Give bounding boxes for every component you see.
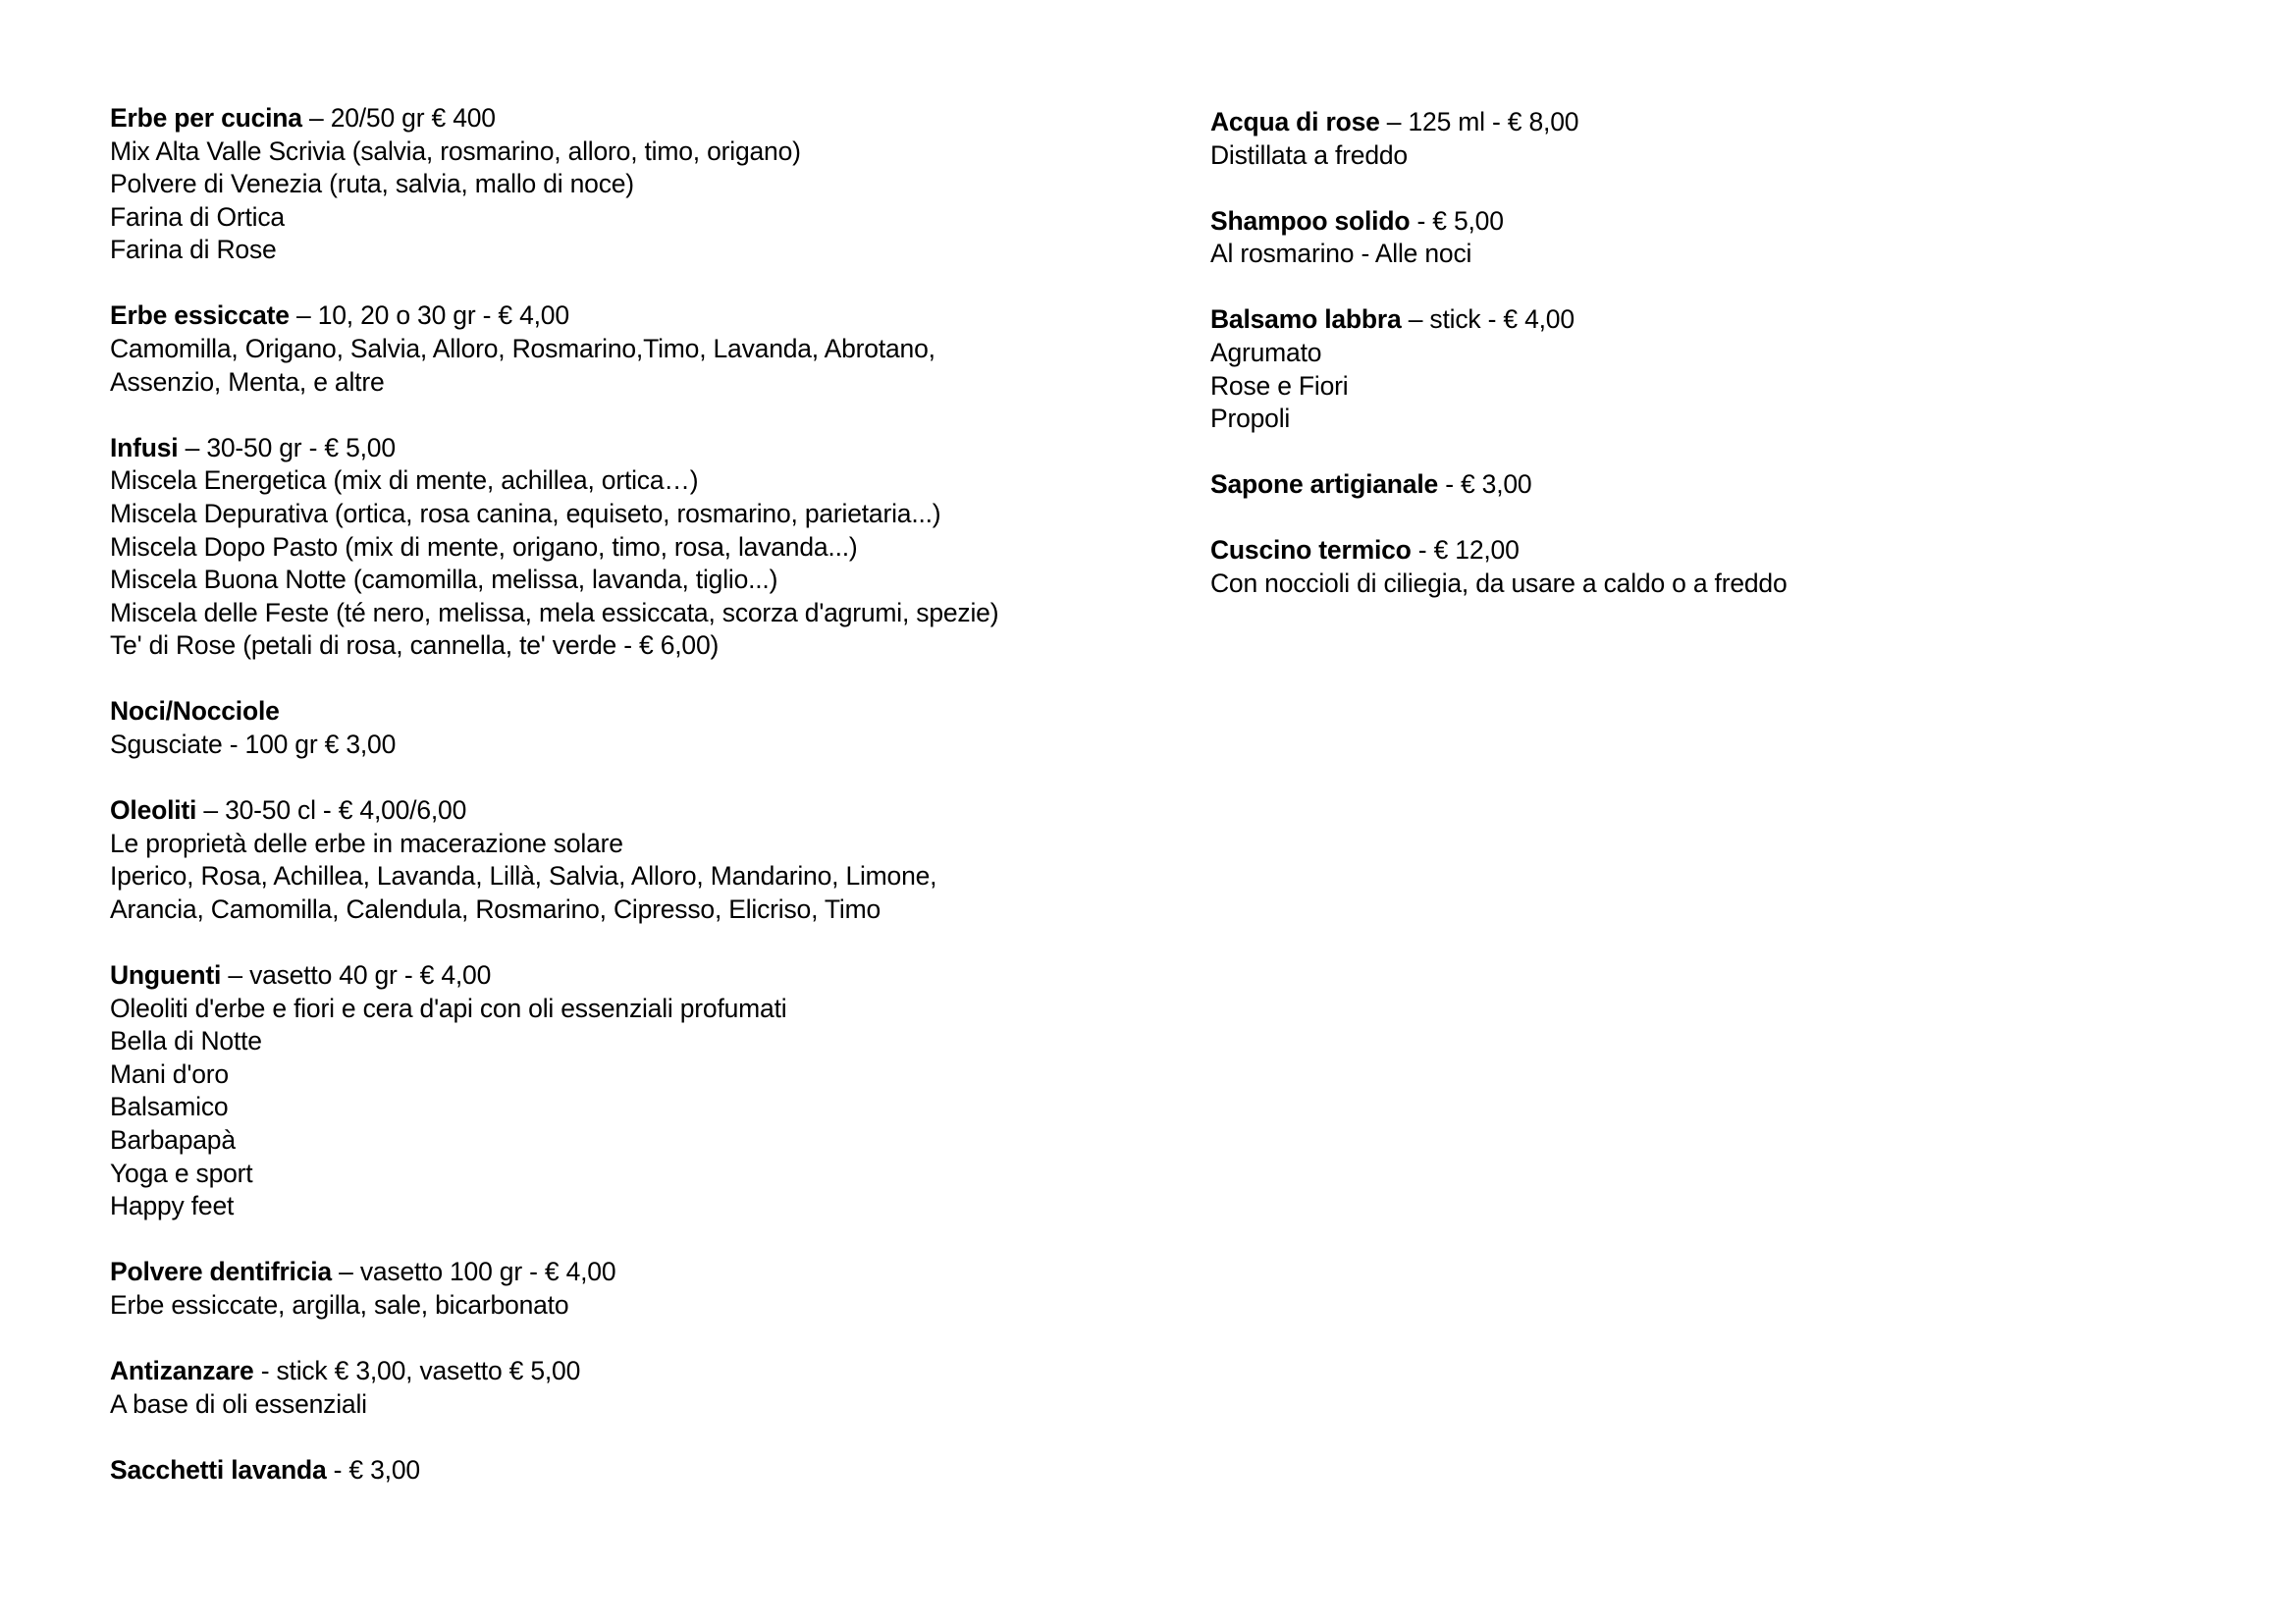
product-price: – 10, 20 o 30 gr - € 4,00 <box>289 300 569 331</box>
product-price: – vasetto 40 gr - € 4,00 <box>221 959 492 990</box>
product-heading <box>110 1454 1190 1488</box>
product-detail-line: Miscela delle Feste (té nero, melissa, mela essiccata, scorza d'agrumi, spezie) <box>110 597 999 627</box>
product-heading <box>1210 303 2241 337</box>
product-detail-line: Assenzio, Menta, e altre <box>110 366 385 397</box>
product-detail-line: Miscela Dopo Pasto (mix di mente, origano, timo, rosa, lavanda...) <box>110 531 858 562</box>
product-detail-line: Farina di Rose <box>110 235 277 265</box>
product-section <box>110 102 1190 267</box>
product-detail-line: Polvere di Venezia (ruta, salvia, mallo di noce) <box>110 169 634 199</box>
product-detail-line: Yoga e sport <box>110 1158 253 1188</box>
product-heading <box>110 432 1190 465</box>
product-name: Sacchetti lavanda <box>110 1454 327 1485</box>
product-name: Cuscino termico <box>1210 535 1412 566</box>
product-price: - € 3,00 <box>1438 469 1532 500</box>
product-detail-line: Le proprietà delle erbe in macerazione solare <box>110 828 623 858</box>
product-detail-line: Oleoliti d'erbe e fiori e cera d'api con oli essenziali profumati <box>110 993 787 1023</box>
product-detail-line: Balsamico <box>110 1092 229 1122</box>
product-heading <box>110 959 1190 993</box>
product-price: – stick - € 4,00 <box>1401 304 1575 335</box>
product-detail-line: Farina di Ortica <box>110 201 285 232</box>
product-name: Infusi <box>110 432 179 462</box>
product-name: Erbe per cucina <box>110 103 302 133</box>
product-heading <box>1210 468 2241 502</box>
product-heading <box>1210 534 2241 568</box>
product-detail-line: Mani d'oro <box>110 1058 229 1089</box>
product-section <box>1210 534 2241 600</box>
product-section <box>1210 468 2241 502</box>
left-column <box>110 102 1190 1520</box>
product-section <box>110 695 1190 761</box>
product-name: Antizanzare <box>110 1355 254 1385</box>
product-detail-line: Con noccioli di ciliegia, da usare a caldo o a freddo <box>1210 568 1788 598</box>
product-detail-line: Te' di Rose (petali di rosa, cannella, te' verde - € 6,00) <box>110 630 720 661</box>
product-section <box>110 959 1190 1223</box>
product-detail-line: Miscela Depurativa (ortica, rosa canina, equiseto, rosmarino, parietaria...) <box>110 498 941 528</box>
product-price: - € 5,00 <box>1410 205 1504 236</box>
product-section <box>1210 205 2241 271</box>
product-name: Oleoliti <box>110 795 197 826</box>
product-detail-line: Iperico, Rosa, Achillea, Lavanda, Lillà, Salvia, Alloro, Mandarino, Limone, <box>110 861 937 892</box>
product-heading <box>110 299 1190 333</box>
product-price: - € 12,00 <box>1411 535 1520 566</box>
product-detail-line: Sgusciate - 100 gr € 3,00 <box>110 730 397 759</box>
product-price: – 20/50 gr € 400 <box>301 103 496 133</box>
product-detail-line: Al rosmarino - Alle noci <box>1210 239 1472 269</box>
product-heading <box>1210 106 2241 139</box>
product-detail-line: Mix Alta Valle Scrivia (salvia, rosmarino, alloro, timo, origano) <box>110 135 801 166</box>
product-name: Sapone artigianale <box>1210 469 1439 500</box>
product-detail-line: Rose e Fiori <box>1210 370 1349 401</box>
product-name: Unguenti <box>110 959 222 990</box>
product-price: – vasetto 100 gr - € 4,00 <box>331 1257 616 1287</box>
product-section <box>1210 303 2241 435</box>
product-price: – 30-50 gr - € 5,00 <box>178 432 396 462</box>
product-price: - stick € 3,00, vasetto € 5,00 <box>253 1355 581 1385</box>
product-heading <box>1210 205 2241 239</box>
product-detail-line: Distillata a freddo <box>1210 139 1408 170</box>
product-section <box>110 299 1190 399</box>
product-section <box>110 1454 1190 1488</box>
product-name: Polvere dentifricia <box>110 1257 332 1287</box>
product-detail-line: Erbe essiccate, argilla, sale, bicarbonato <box>110 1289 569 1320</box>
product-detail-line: Miscela Energetica (mix di mente, achillea, ortica…) <box>110 465 699 496</box>
product-detail-line: Camomilla, Origano, Salvia, Alloro, Rosmarino,Timo, Lavanda, Abrotano, <box>110 334 935 364</box>
product-price: - € 3,00 <box>326 1454 420 1485</box>
product-price: – 125 ml - € 8,00 <box>1379 107 1579 136</box>
product-detail-line: A base di oli essenziali <box>110 1388 367 1419</box>
product-heading <box>110 695 1190 729</box>
product-price: – 30-50 cl - € 4,00/6,00 <box>196 795 467 826</box>
product-section <box>110 794 1190 926</box>
product-detail-line: Agrumato <box>1210 337 1322 367</box>
product-detail-line: Arancia, Camomilla, Calendula, Rosmarino, Cipresso, Elicriso, Timo <box>110 893 881 924</box>
right-column <box>1210 106 2241 633</box>
product-detail-line: Miscela Buona Notte (camomilla, melissa, lavanda, tiglio...) <box>110 565 778 595</box>
product-detail-line: Propoli <box>1210 404 1291 434</box>
product-heading <box>110 794 1190 828</box>
product-section <box>110 1256 1190 1322</box>
product-name: Acqua di rose <box>1210 107 1380 136</box>
product-section <box>110 1355 1190 1421</box>
product-heading <box>110 1256 1190 1289</box>
product-detail-line: Bella di Notte <box>110 1026 262 1056</box>
product-name: Erbe essiccate <box>110 300 290 331</box>
product-section <box>110 432 1190 663</box>
product-name: Shampoo solido <box>1210 205 1411 236</box>
product-heading <box>110 1355 1190 1388</box>
product-heading <box>110 102 1190 135</box>
product-name: Balsamo labbra <box>1210 304 1402 335</box>
product-section <box>1210 106 2241 172</box>
product-detail-line: Barbapapà <box>110 1124 236 1155</box>
product-detail-line: Happy feet <box>110 1191 235 1221</box>
product-name: Noci/Nocciole <box>110 696 280 727</box>
